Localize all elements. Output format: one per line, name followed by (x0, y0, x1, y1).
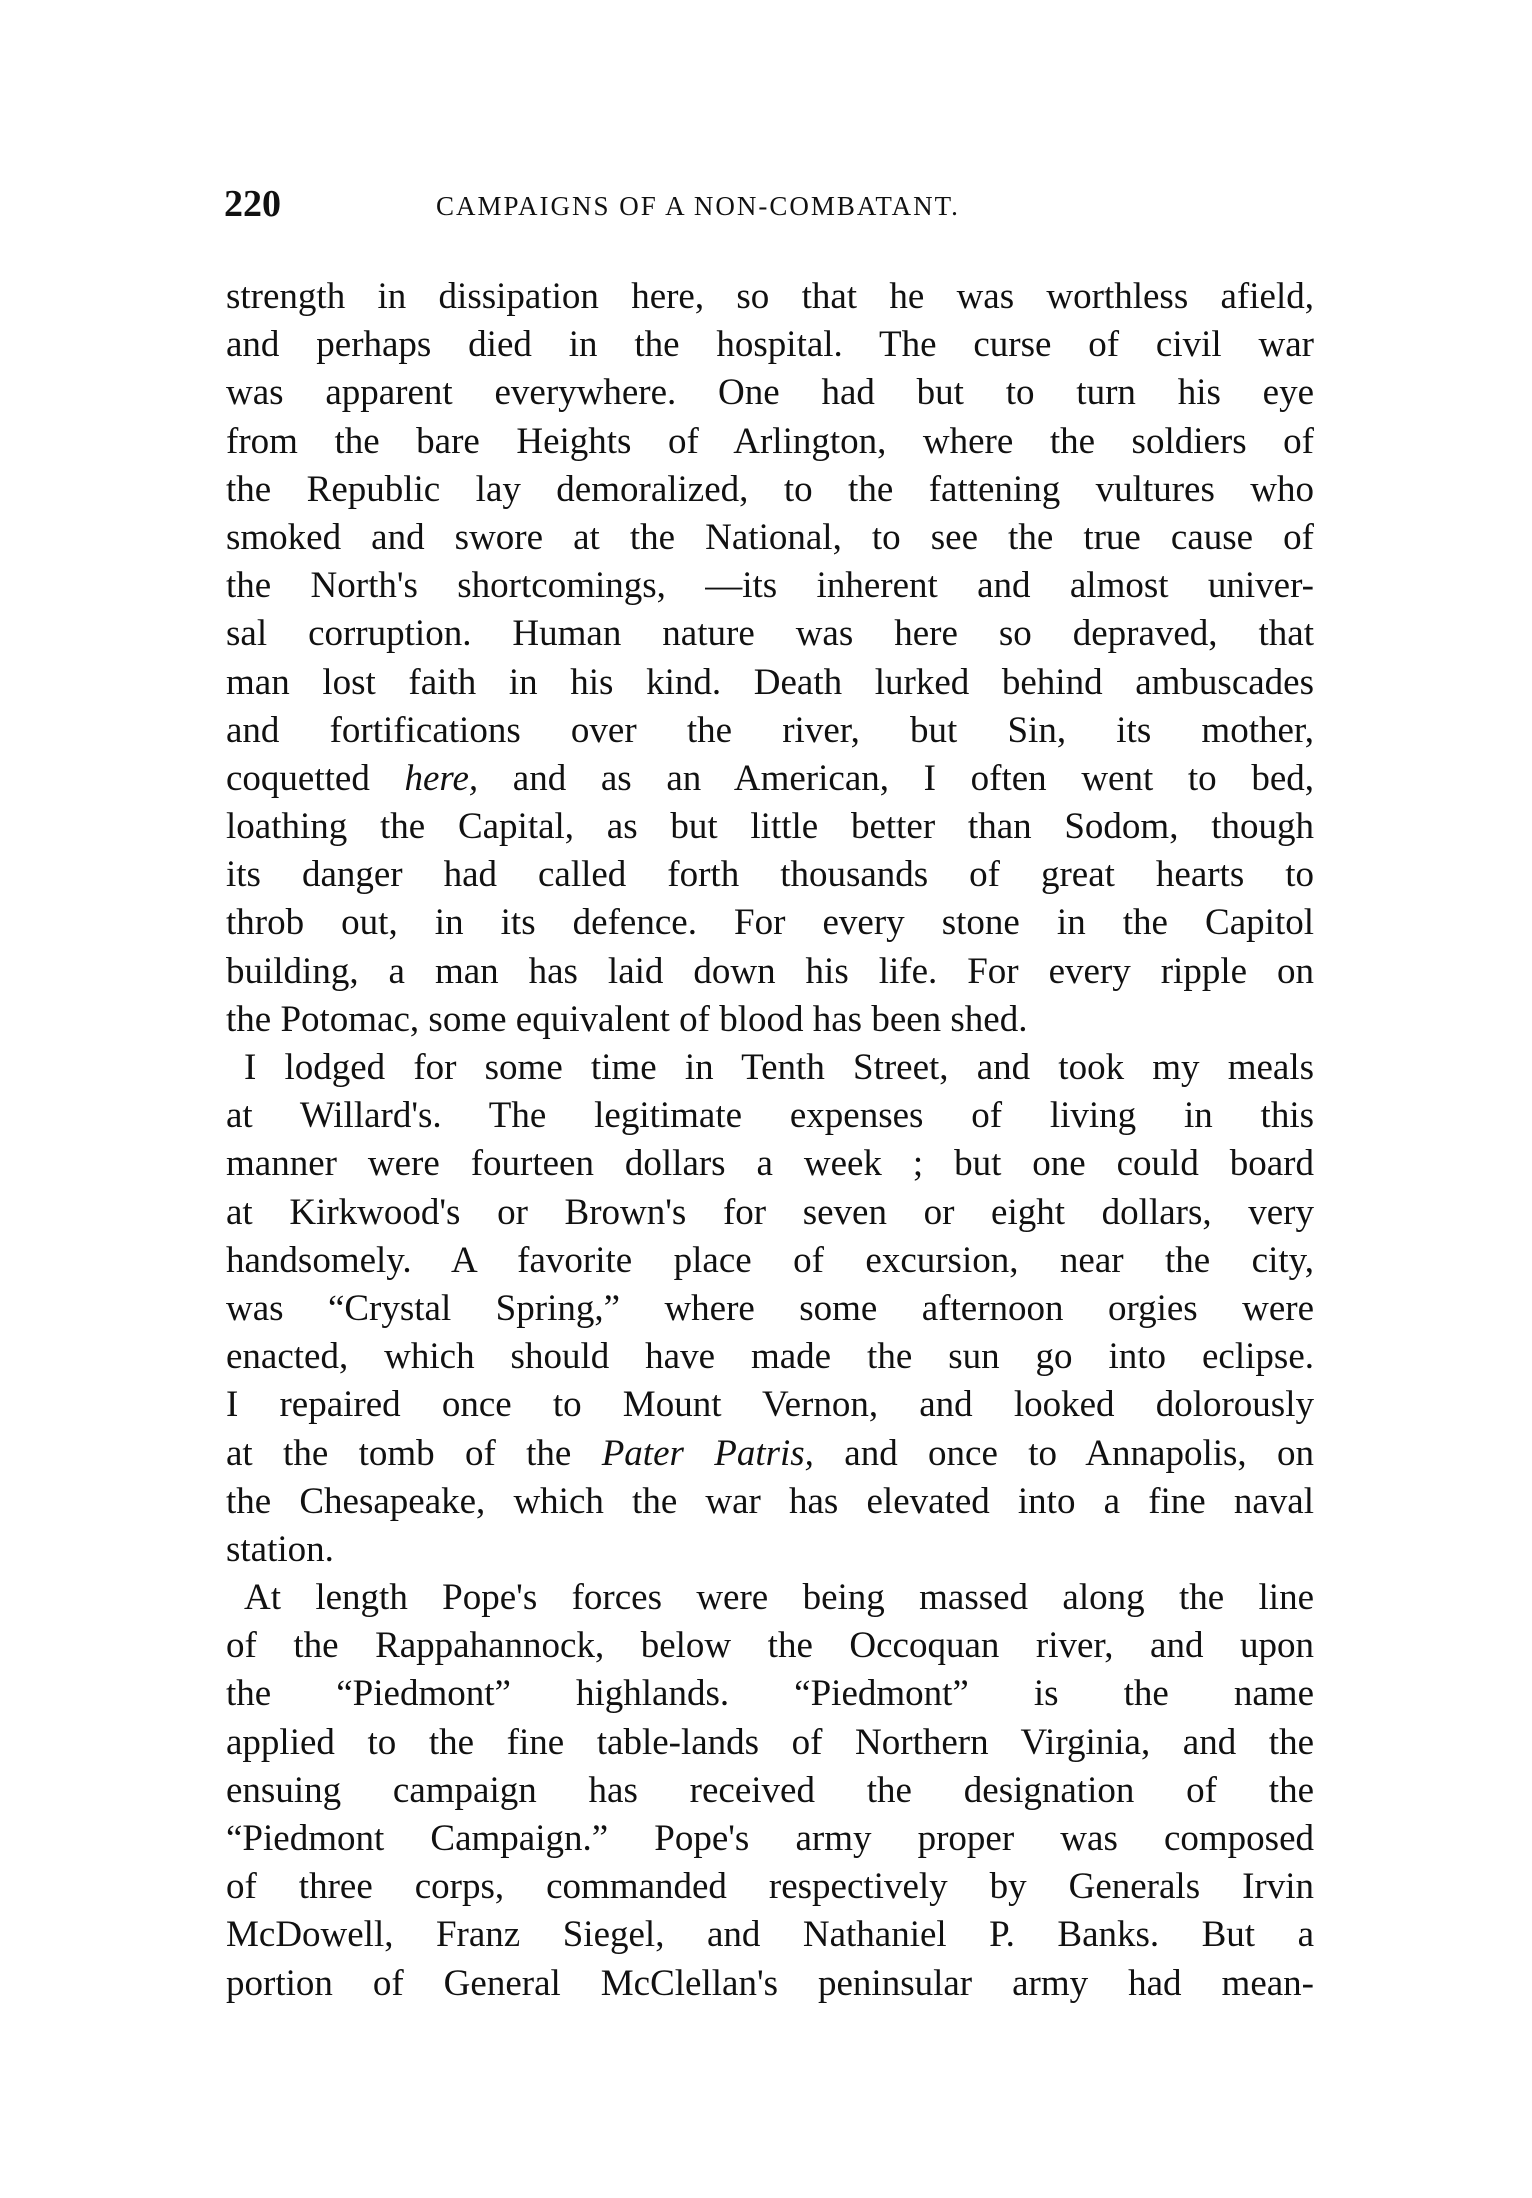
text-segment: portion of General McClellan's peninsular army had mean- (226, 1962, 1314, 2004)
text-line (226, 1237, 1314, 1285)
text-segment: “Piedmont Campaign.” Pope's army proper was composed (226, 1818, 1314, 1859)
page-header (224, 180, 1314, 228)
text-segment: was “Crystal Spring,” where some afternoon orgies were (226, 1287, 1314, 1329)
text-segment: the Republic lay demoralized, to the fattening vultures who (226, 468, 1314, 510)
text-line (226, 1815, 1314, 1863)
text-segment: and fortifications over the river, but Sin, its mother, (226, 709, 1314, 751)
text-segment: station. (226, 1528, 334, 1570)
text-line (226, 1189, 1314, 1237)
text-line (226, 514, 1314, 562)
text-line (226, 1140, 1314, 1188)
text-segment: I repaired once to Mount Vernon, and looked dolorously (226, 1384, 1314, 1426)
text-line (226, 1574, 1314, 1622)
text-line (226, 1767, 1314, 1815)
text-line (226, 1863, 1314, 1911)
text-segment: building, a man has laid down his life. For every ripple on (226, 950, 1314, 992)
text-segment: At length Pope's forces were being massed along the line (244, 1577, 1314, 1619)
text-segment: at Willard's. The legitimate expenses of living in this (226, 1095, 1314, 1137)
text-line (226, 1526, 1314, 1574)
text-segment: of the Rappahannock, below the Occoquan river, and upon (226, 1625, 1314, 1667)
text-line (226, 1911, 1314, 1959)
text-segment: McDowell, Franz Siegel, and Nathaniel P. Banks. But a (226, 1914, 1314, 1956)
text-segment: I lodged for some time in Tenth Street, and took my meals (244, 1047, 1314, 1088)
text-line (226, 996, 1314, 1044)
text-line (226, 1622, 1314, 1670)
text-line (226, 755, 1314, 803)
text-segment: and as an American, I often went to bed, (478, 757, 1315, 799)
text-segment: at Kirkwood's or Brown's for seven or eight dollars, very (226, 1191, 1314, 1233)
body-text (226, 273, 1314, 2008)
text-segment: applied to the fine table-lands of Northern Virginia, and the (226, 1721, 1314, 1763)
text-line (226, 321, 1314, 369)
text-line (226, 1430, 1314, 1478)
text-line (226, 610, 1314, 658)
text-line (226, 1960, 1314, 2008)
text-segment: and once to Annapolis, on (813, 1432, 1314, 1474)
text-segment: manner were fourteen dollars a week ; but one could board (226, 1143, 1314, 1185)
text-segment: the North's shortcomings, —its inherent and almost univer- (226, 565, 1314, 607)
text-line (226, 466, 1314, 514)
text-segment: at the tomb of the (226, 1432, 602, 1474)
text-line (226, 1719, 1314, 1767)
text-line (226, 948, 1314, 996)
text-segment: of three corps, commanded respectively by Generals Irvin (226, 1866, 1314, 1908)
text-line (226, 707, 1314, 755)
text-segment: handsomely. A favorite place of excursion, near the city, (226, 1239, 1314, 1281)
text-segment: coquetted (226, 757, 405, 799)
text-line (226, 1285, 1314, 1333)
text-segment: was apparent everywhere. One had but to turn his eye (226, 372, 1314, 414)
text-segment: strength in dissipation here, so that he was worthless afield, (226, 276, 1314, 317)
text-segment: from the bare Heights of Arlington, where the soldiers of (226, 420, 1314, 462)
text-line (226, 1044, 1314, 1092)
text-segment: and perhaps died in the hospital. The curse of civil war (226, 324, 1314, 366)
running-title: CAMPAIGNS OF A NON-COMBATANT. (436, 191, 960, 221)
text-segment: the Potomac, some equivalent of blood has been shed. (226, 998, 1028, 1040)
text-line (226, 562, 1314, 610)
text-line (226, 899, 1314, 947)
text-segment: the Chesapeake, which the war has elevated into a fine naval (226, 1480, 1314, 1522)
italic-text: Pater Patris, (601, 1432, 814, 1474)
text-segment: sal corruption. Human nature was here so depraved, that (226, 613, 1314, 655)
italic-text: here, (404, 757, 479, 799)
text-line (226, 851, 1314, 899)
text-segment: throb out, in its defence. For every stone in the Capitol (226, 902, 1314, 944)
text-line (226, 369, 1314, 417)
text-segment: loathing the Capital, as but little better than Sodom, though (226, 806, 1314, 848)
text-segment: enacted, which should have made the sun go into eclipse. (226, 1336, 1314, 1378)
text-line (226, 273, 1314, 321)
text-segment: ensuing campaign has received the designation of the (226, 1769, 1314, 1811)
text-segment: smoked and swore at the National, to see the true cause of (226, 516, 1314, 558)
text-line (226, 659, 1314, 707)
page-number: 220 (224, 183, 281, 225)
text-segment: its danger had called forth thousands of great hearts to (226, 854, 1314, 896)
text-line (226, 1333, 1314, 1381)
text-line (226, 1381, 1314, 1429)
text-segment: man lost faith in his kind. Death lurked behind ambuscades (226, 661, 1314, 703)
text-line (226, 1092, 1314, 1140)
text-segment: the “Piedmont” highlands. “Piedmont” is the name (226, 1673, 1314, 1715)
text-line (226, 1670, 1314, 1718)
text-line (226, 1478, 1314, 1526)
text-line (226, 418, 1314, 466)
text-line (226, 803, 1314, 851)
